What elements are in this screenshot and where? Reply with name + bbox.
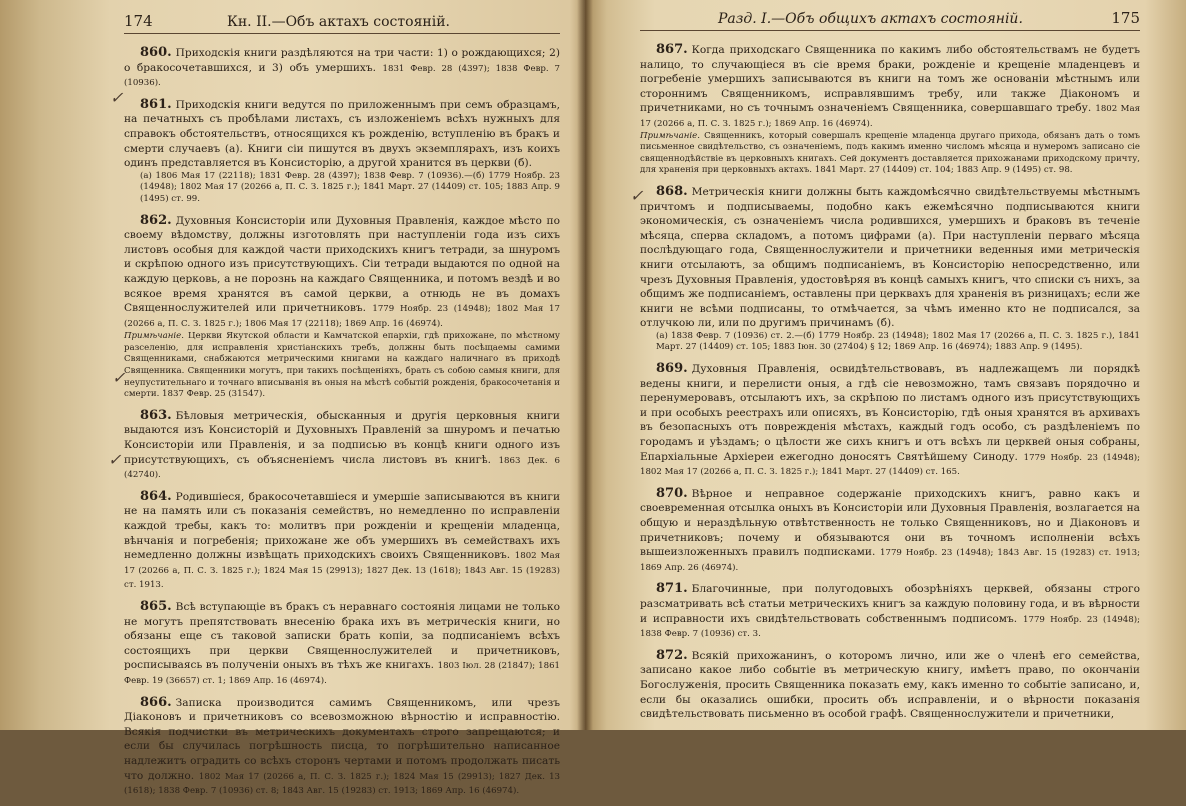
article-number: 864. — [140, 488, 172, 504]
article-number: 869. — [656, 361, 688, 377]
article-text: Бѣловыя метрическія, обысканныя и другія церковныя книги выдаются изъ Консисторій и Духовныхъ Правленій за шнуромъ и печатью Консисторіи или Правленія, и за подписью въ концѣ книги одного изъ присутствующихъ, съ объясненіемъ числа листовъ въ книгѣ. — [124, 409, 560, 466]
article-citation: 1779 Ноябр. 23 (14948); 1838 Февр. 7 (10936) ст. 3. — [640, 614, 1140, 640]
margin-check-mark: ✓ — [110, 88, 124, 107]
article-text: Всякій прихожанинъ, о которомъ лично, или же о членѣ его семейства, записано какое либо событіе въ метрическую книгу, имѣетъ право, по окончаніи Богослуженія, просить Священника показать ему, какъ именно то событіе записано, и, если бы оказались ошибки, просить объ исправленіи, и о вѣрности показанія свидѣтельствовать письменно въ особой графѣ. Священнослужители и причетники, — [640, 649, 1140, 721]
note-text: Священникъ, который совершалъ крещеніе младенца другаго прихода, обязанъ дать о томъ письменное свидѣтельство, съ означеніемъ, подъ какимъ именно числомъ мѣсяца и нумеромъ записано сіе священнодѣйствіе въ церковныхъ книгахъ. Сей документъ доставляется прихожанами приходскому причту, для храненія при церковныхъ актахъ. 1841 Март. 27 (14409) ст. 104; 1883 Апр. 9 (1495) ст. 98. — [640, 130, 1140, 176]
article-number: 867. — [656, 42, 688, 57]
left-running-title: Кн. II.—Объ актахъ состояній. — [227, 14, 450, 30]
article-text: Благочинные, при полугодовыхъ обозрѣніяхъ церквей, обязаны строго разсматривать всѣ статьи метрическихъ книгъ за каждую половину года, и въ вѣрности и исправности ихъ свидѣтельствовать собственнымъ подписомъ. — [640, 583, 1140, 625]
article-number: 872. — [656, 647, 688, 663]
right-running-title: Разд. I.—Объ общихъ актахъ состояній. — [718, 11, 1023, 27]
article-866 — [124, 696, 560, 798]
article-citation: 1802 Мая 17 (20266 а, П. С. З. 1825 г.); 1824 Мая 15 (29913); 1827 Дек. 13 (1618); 1843 Авг. 15 (19283) ст. 1913. — [124, 551, 560, 591]
article-number: 863. — [140, 407, 172, 423]
article-872 — [640, 649, 1140, 722]
margin-check-mark: ✓ — [112, 368, 126, 387]
article-text: Записка производится самимъ Священникомъ, или чрезъ Діаконовъ и причетниковъ со всевозможною вѣрностію и исправностію. Всякія подчистки въ метрическихъ документахъ строго запрещаются; и если бы случилась погрѣшность писца, то погрѣшительно написанное надлежитъ оградить со всѣхъ сторонъ чертами и потомъ продолжать писать что должно. — [124, 696, 560, 782]
article-868 — [640, 185, 1140, 354]
note-text: Церкви Якутской области и Камчатской епархіи, гдѣ прихожане, по мѣстному разселенію, для исправленія христіанскихъ требъ, должны быть посѣщаемы самими Священниками, снабжаются метрическими книгами на каждаго наличнаго въ приходѣ Священника. Священники могутъ, при такихъ посѣщеніяхъ, брать съ собою самыя книги, для неупустительнаго и точнаго вписыванія въ оныя на мѣстѣ событій рожденія, бракосочетанія и смерти. 1837 Февр. 25 (31547). — [124, 331, 560, 400]
article-citation: 1802 Мая 17 (20266 а, П. С. З. 1825 г.); 1869 Апр. 16 (46974). — [640, 104, 1140, 129]
article-863 — [124, 409, 560, 482]
article-text: Духовныя Консисторіи или Духовныя Правленія, каждое мѣсто по своему вѣдомству, должны изготовлять при наступленіи года изъ сихъ листовъ особыя для каждой части приходскихъ книгъ тетради, за шнуромъ и скрѣпою одного изъ присутствующихъ. Сіи тетради выдаются по одной на каждую церковь, а не порознь на каждаго Священника, и потомъ вездѣ и во всякое время хранятся въ самой церкви, а отнюдь не въ домахъ Священнослужителей или причетниковъ. — [124, 214, 560, 315]
left-page-header — [124, 12, 560, 34]
article-number: 870. — [656, 485, 688, 501]
note-label: Примѣчаніе. — [640, 130, 700, 141]
article-871 — [640, 582, 1140, 640]
article-867 — [640, 43, 1140, 177]
article-citation: (а) 1838 Февр. 7 (10936) ст. 2.—(б) 1779 Ноябр. 23 (14948); 1802 Мая 17 (20266 а, П. С. З. 1825 г.), 1841 Март. 27 (14409) ст. 105; 1883 Іюн. 30 (27404) § 12; 1869 Апр. 16 (46974); 1883 Апр. 9 (1495). — [656, 330, 1140, 353]
article-number: 860. — [140, 45, 172, 60]
left-page-content — [124, 12, 560, 806]
article-text: Когда приходскаго Священника по какимъ либо обстоятельствамъ не будетъ налицо, то случающіеся въ сіе время браки, рожденіе и крещеніе младенцевъ и погребеніе умершихъ записываются въ книги на томъ же основаніи мѣстнымъ или стороннимъ Священникомъ, исправлявшимъ требу, или также Діакономъ и причетниками, но съ точнымъ означеніемъ Священника, совершавшаго требу. — [640, 44, 1140, 115]
article-869 — [640, 362, 1140, 479]
article-citation: 1779 Ноябр. 23 (14948); 1802 Мая 17 (20266 а, П. С. З. 1825 г.); 1806 Мая 17 (22118); 1869 Апр. 16 (46974). — [124, 304, 560, 329]
article-citation: 1779 Ноябр. 23 (14948); 1843 Авг. 15 (19283) ст. 1913; 1869 Апр. 26 (46974). — [640, 548, 1140, 573]
article-note — [124, 331, 560, 401]
article-citation: 1803 Іюл. 28 (21847); 1861 Февр. 19 (36657) ст. 1; 1869 Апр. 16 (46974). — [124, 661, 560, 686]
article-864 — [124, 490, 560, 592]
book-gutter — [577, 0, 593, 730]
article-text: Вѣрное и неправное содержаніе приходскихъ книгъ, равно какъ и своевременная отсылка оныхъ въ Консисторіи или Духовныя Правленія, возлагается на общую и нераздѣльную отвѣтственность не только Священниковъ, но и Діаконовъ и причетниковъ; почему и обязываются они въ точномъ исполненіи всѣхъ вышеизложенныхъ правилъ подписками. — [640, 487, 1140, 559]
article-number: 865. — [140, 598, 172, 614]
article-860 — [124, 46, 560, 90]
right-page-header — [640, 9, 1140, 31]
article-870 — [640, 487, 1140, 575]
article-text: Родившіеся, бракосочетавшіеся и умершіе записываются въ книги не на память или съ показанія семействъ, но немедленно по исправленіи каждой требы, какъ то: молитвъ при рожденіи и крещеніи младенца, вѣнчанія и погребенія; прихожане же объ умершихъ въ семействахъ ихъ немедленно должны извѣщать приходскихъ своихъ Священниковъ. — [124, 490, 560, 562]
left-page-number: 174 — [124, 12, 153, 30]
article-text: Приходскія книги ведутся по приложеннымъ при семъ образцамъ, на печатныхъ съ пробѣлами листахъ, съ изложеніемъ всѣхъ нужныхъ для справокъ обстоятельствъ, относящихся къ рожденію, вступленію въ бракъ и смерти случаевъ (а). Книги сіи пишутся въ двухъ экземплярахъ, изъ коихъ одинъ представляется въ Консисторію, а другой хранится въ церкви (б). — [124, 98, 560, 170]
article-citation: 1831 Февр. 28 (4397); 1838 Февр. 7 (10936). — [124, 63, 560, 89]
article-862 — [124, 214, 560, 401]
article-citation: 1863 Дек. 6 (42740). — [124, 455, 560, 481]
article-text: Приходскія книги раздѣляются на три части: 1) о рождающихся; 2) о бракосочетавшихся, и 3) объ умершихъ. — [124, 47, 560, 74]
article-number: 861. — [140, 96, 172, 112]
article-text: Всѣ вступающіе въ бракъ съ неравнаго состоянія лицами не только не могутъ препятствовать внесенію брака ихъ въ метрическія книги, но обязаны еще съ таковой записки брать копіи, за подписаніемъ всѣхъ состоящихъ при церкви Священнослужителей и причетниковъ, росписываясь въ полученіи оныхъ въ тѣхъ же книгахъ. — [124, 600, 560, 672]
margin-check-mark: ✓ — [630, 186, 644, 205]
article-861 — [124, 98, 560, 206]
article-number: 866. — [140, 694, 172, 710]
margin-check-mark: ✓ — [108, 450, 122, 469]
article-number: 868. — [656, 183, 688, 199]
article-citation: 1779 Ноябр. 23 (14948); 1802 Мая 17 (20266 а, П. С. З. 1825 г.); 1841 Март. 27 (14409) ст. 165. — [640, 452, 1140, 478]
article-note — [640, 131, 1140, 177]
right-page-number: 175 — [1111, 9, 1140, 27]
article-number: 871. — [656, 581, 688, 597]
article-number: 862. — [140, 212, 172, 228]
right-page-content — [640, 9, 1140, 730]
article-citation: (а) 1806 Мая 17 (22118); 1831 Февр. 28 (4397); 1838 Февр. 7 (10936).—(б) 1779 Ноябр. 23 (14948); 1802 Мая 17 (20266 а, П. С. З. 1825 г.); 1841 Март. 27 (14409) ст. 105; 1883 Апр. 9 (1495) ст. 99. — [140, 170, 560, 204]
article-865 — [124, 600, 560, 688]
article-text: Духовныя Правленія, освидѣтельствовавъ, въ надлежащемъ ли порядкѣ ведены книги, и перелисти оныя, а гдѣ сіе невозможно, тамъ связавъ порядочно и перенумеровавъ, отсылаютъ ихъ, за скрѣпою по листамъ одного изъ присутствующихъ и при особыхъ реестрахъ или описяхъ, въ Консисторію, гдѣ оныя хранятся въ архивахъ въ безопасныхъ отъ поврежденія мѣстахъ, каждый годъ особо, съ раздѣленіемъ по городамъ и уѣздамъ; о цѣлости же сихъ книгъ и отъ всѣхъ ли церквей оныя собраны, Епархіальные Архіереи ежегодно доносятъ Святѣйшему Синоду. — [640, 363, 1140, 463]
article-text: Метрическія книги должны быть каждомѣсячно свидѣтельствуемы мѣстнымъ причтомъ и подписываемы, подобно какъ ежемѣсячно подписываются книги экономическія, съ означеніемъ числа родившихся, умершихъ и браковъ въ теченіе мѣсяца, сперва складомъ, а потомъ цифрами (а). При наступленіи перваго мѣсяца послѣдующаго года, Священнослужители и причетники веденныя ими метрическія книги отсылаютъ, за общимъ подписаніемъ, въ Консисторію непосредственно, или чрезъ Духовныя Правленія, удостовѣряя въ концѣ самыхъ книгъ, что списки съ нихъ, за общимъ же подписаніемъ, оставлены при церквахъ для храненія въ ризницахъ; если же книги не всѣми подписаны, то отмѣчается, за чѣмъ именно кто не подписался, за отлучкою ли, или по другимъ причинамъ (б). — [640, 185, 1140, 330]
article-citation: 1802 Мая 17 (20266 а, П. С. З. 1825 г.); 1824 Мая 15 (29913); 1827 Дек. 13 (1618); 1838 Февр. 7 (10936) ст. 8; 1843 Авг. 15 (19283) ст. 1913; 1869 Апр. 16 (46974). — [124, 771, 561, 797]
note-label: Примѣчаніе. — [124, 331, 184, 342]
